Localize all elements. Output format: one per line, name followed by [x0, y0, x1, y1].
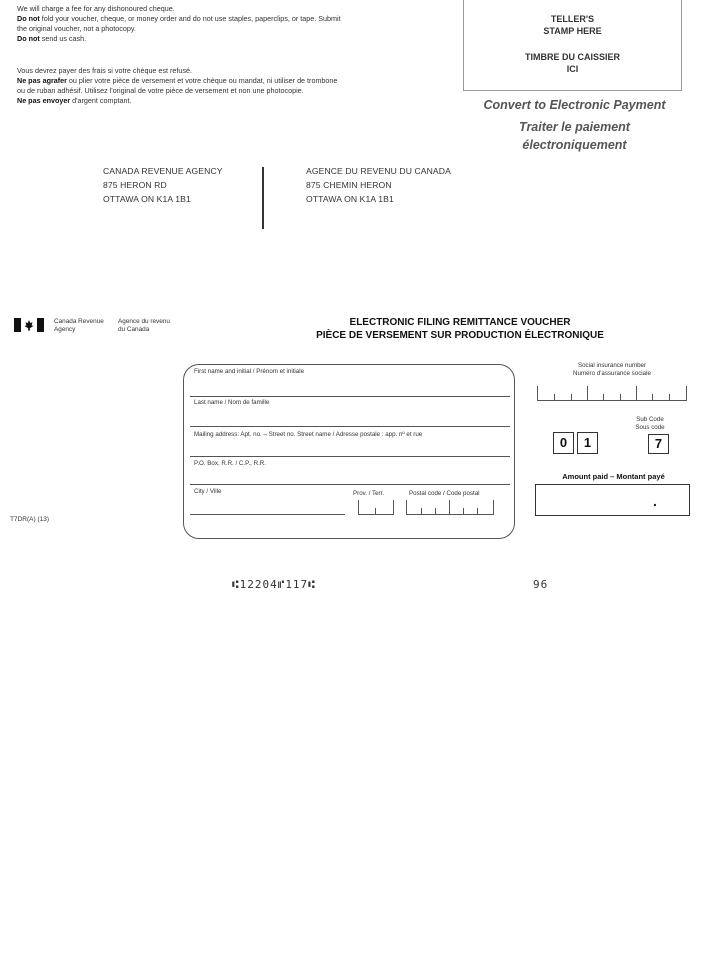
agency-name-en	[54, 318, 104, 334]
voucher-title-en: ELECTRONIC FILING REMITTANCE VOUCHER	[349, 317, 571, 328]
subcode-label-fr: Sous code	[635, 424, 665, 431]
subcode-label-en: Sub Code	[636, 416, 664, 423]
city-field[interactable]	[190, 514, 345, 515]
sin-label-en: Social insurance number	[577, 362, 647, 369]
address-en-line-3: OTTAWA ON K1A 1B1	[103, 194, 191, 204]
cra-address-fr	[306, 164, 451, 206]
subcode-box: 7	[648, 434, 669, 454]
province-label: Prov. / Terr.	[353, 490, 385, 497]
code-digit-2: 1	[577, 432, 598, 454]
address-divider	[262, 167, 264, 229]
sin-label	[542, 362, 682, 378]
mailing-address-label: Mailing address: Apt. no. – Street no. Street name / Adresse postale : app. nº et rue	[194, 431, 423, 438]
dishonoured-cheque-notice-en	[17, 4, 447, 44]
address-fr-line-1: AGENCE DU REVENU DU CANADA	[306, 166, 451, 176]
voucher-title-fr: PIÈCE DE VERSEMENT SUR PRODUCTION ÉLECTRONIQUE	[316, 330, 604, 341]
agency-fr-line-2: du Canada	[118, 326, 150, 333]
notice-fr-line-4: Ne pas envoyer d'argent comptant.	[17, 96, 132, 105]
postal-code-label: Postal code / Code postal	[409, 490, 480, 497]
amount-decimal-point: .	[653, 493, 657, 509]
voucher-title	[270, 316, 650, 342]
notice-en-line-4: Do not send us cash.	[17, 34, 87, 43]
agency-fr-line-1: Agence du revenu	[118, 318, 170, 325]
stamp-en-line-1: TELLER'S	[550, 14, 595, 24]
convert-fr-line-1: Traiter le paiement	[519, 120, 630, 134]
notice-fr-line-2: Ne pas agrafer ou plier votre pièce de versement et votre chèque ou mandat, ni utiliser de trombone	[17, 76, 338, 85]
po-box-label: P.O. Box, R.R. / C.P., R.R.	[194, 460, 266, 467]
amount-paid-field[interactable]	[535, 484, 690, 516]
micr-code-line: ⑆12204⑈117⑆	[232, 578, 316, 591]
canada-flag-icon	[14, 318, 44, 332]
form-identifier: T7DR(A) (13)	[10, 516, 50, 523]
notice-fr-line-3: ou de ruban adhésif. Utilisez l'original de votre pièce de versement et non une photocopie.	[17, 86, 304, 95]
stamp-fr-line-2: ICI	[566, 64, 579, 74]
sin-label-fr: Numéro d'assurance sociale	[573, 370, 651, 377]
notice-en-line-2: Do not fold your voucher, cheque, or money order and do not use staples, paperclips, or tape. Submit	[17, 14, 341, 23]
city-label: City / Ville	[194, 488, 222, 495]
stamp-fr-line-1: TIMBRE DU CAISSIER	[524, 52, 620, 62]
stamp-en-line-2: STAMP HERE	[543, 26, 602, 36]
po-box-field[interactable]	[190, 484, 510, 485]
first-name-field[interactable]	[190, 396, 510, 397]
address-fr-line-2: 875 CHEMIN HERON	[306, 180, 392, 190]
postal-code-field[interactable]	[406, 500, 494, 515]
code-digit-1: 0	[553, 432, 574, 454]
notice-en-line-1: We will charge a fee for any dishonoured cheque.	[17, 4, 175, 13]
address-fr-line-3: OTTAWA ON K1A 1B1	[306, 194, 394, 204]
address-en-line-2: 875 HERON RD	[103, 180, 167, 190]
convert-en: Convert to Electronic Payment	[483, 98, 666, 112]
subcode-label	[630, 416, 670, 432]
sin-field[interactable]	[537, 386, 687, 401]
convert-electronic-payment	[462, 96, 687, 154]
micr-number: 96	[533, 578, 549, 591]
amount-paid-label: Amount paid – Montant payé	[562, 472, 665, 481]
last-name-field[interactable]	[190, 426, 510, 427]
mailing-address-field[interactable]	[190, 456, 510, 457]
address-en-line-1: CANADA REVENUE AGENCY	[103, 166, 223, 176]
notice-fr-line-1: Vous devrez payer des frais si votre chèque est refusé.	[17, 66, 192, 75]
agency-en-line-1: Canada Revenue	[54, 318, 104, 325]
agency-en-line-2: Agency	[54, 326, 76, 333]
teller-stamp-box	[463, 0, 682, 91]
province-field[interactable]	[358, 500, 394, 515]
convert-fr-line-2: électroniquement	[522, 138, 627, 152]
cra-address-en	[103, 164, 223, 206]
first-name-label: First name and initial / Prénom et initiale	[194, 368, 305, 375]
agency-name-fr	[118, 318, 170, 334]
dishonoured-cheque-notice-fr	[17, 66, 457, 106]
last-name-label: Last name / Nom de famille	[194, 399, 270, 406]
notice-en-line-3: the original voucher, not a photocopy.	[17, 24, 136, 33]
